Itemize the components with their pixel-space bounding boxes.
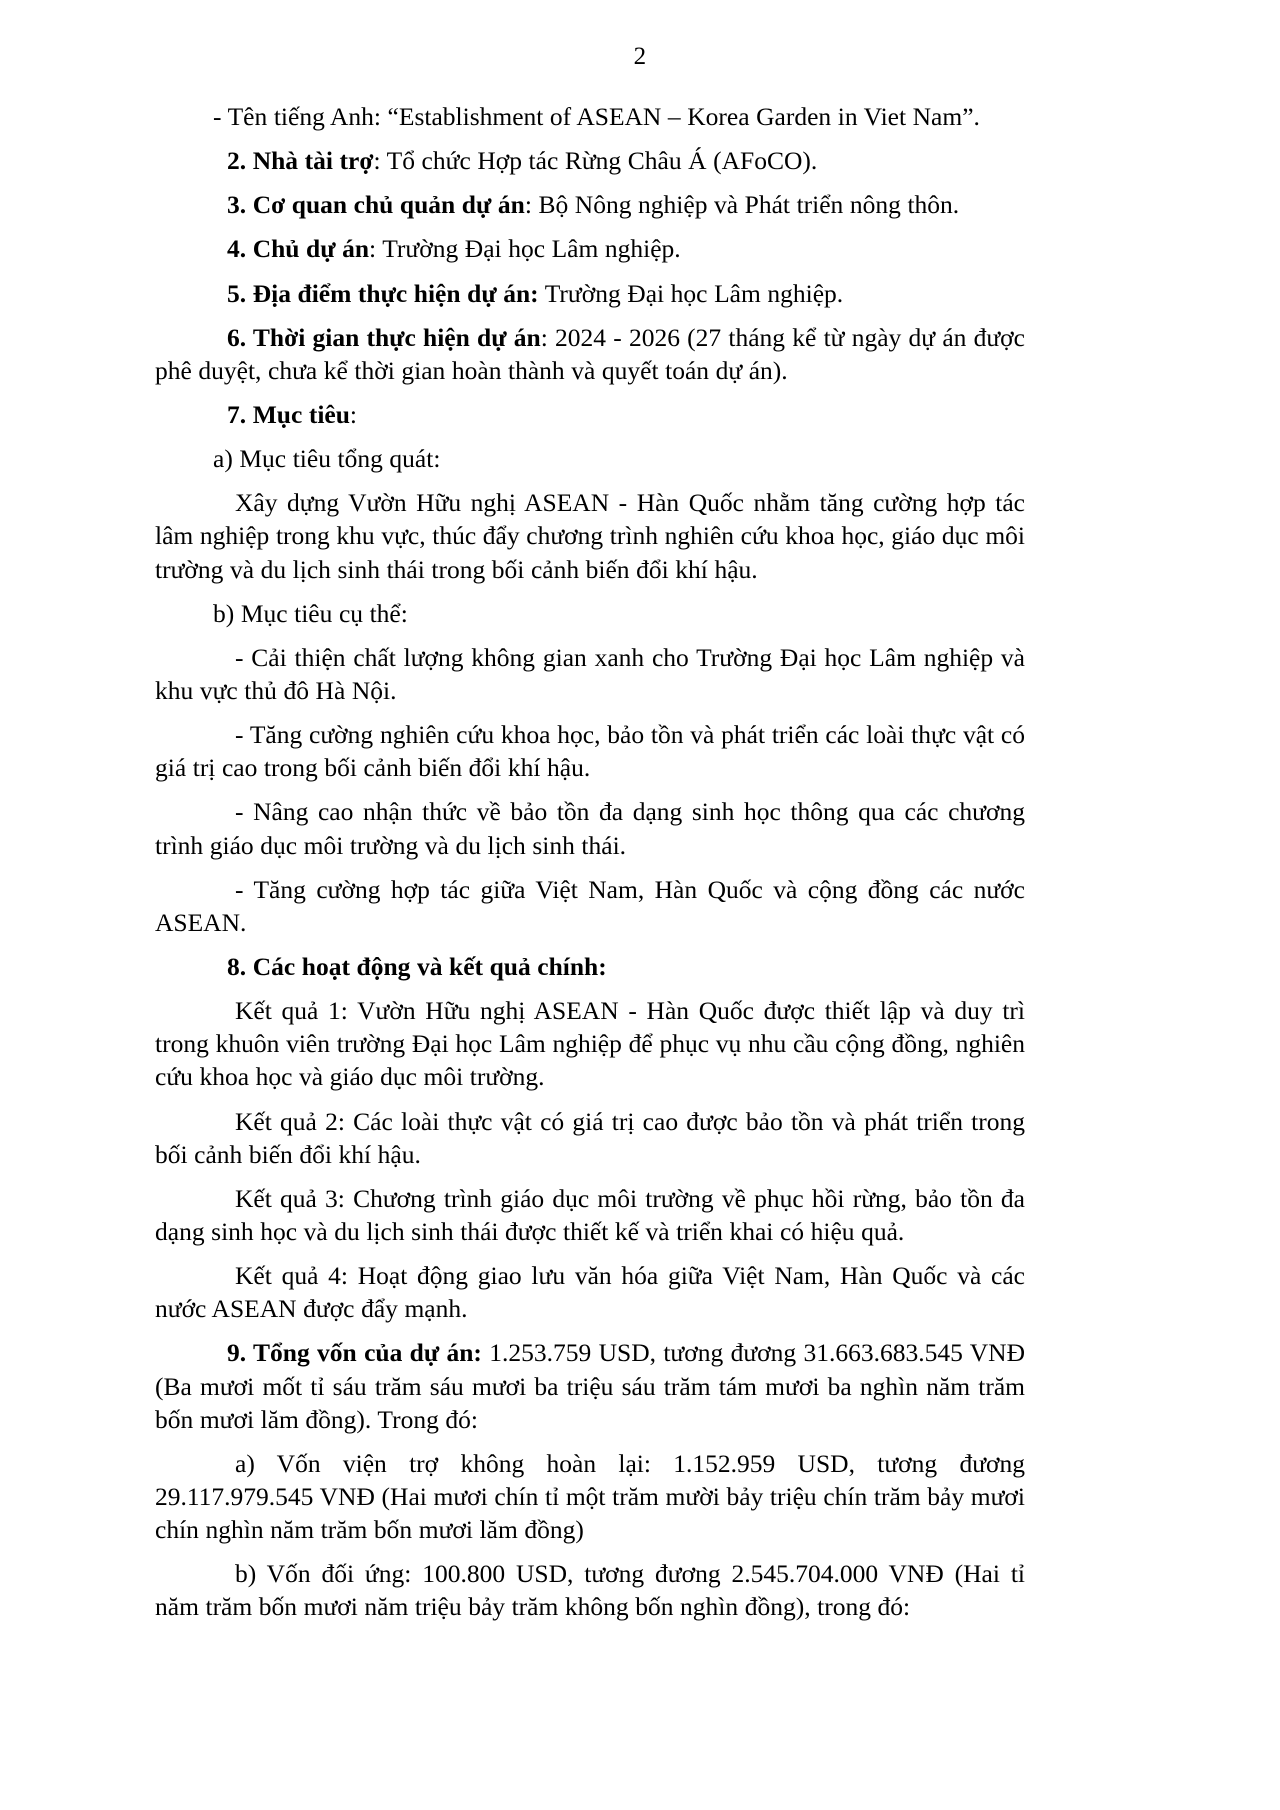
text-run: - Tăng cường nghiên cứu khoa học, bảo tồn và phát triển các loài thực vật có giá trị cao trong bối cảnh biến đổi khí hậu. [155,720,1025,783]
p-9a-grant [155,1447,1025,1557]
page-number: 2 [633,43,647,70]
text-run: Kết quả 1: Vườn Hữu nghị ASEAN - Hàn Quốc được thiết lập và duy trì trong khuôn viên trường Đại học Lâm nghiệp để phục vụ nhu cầu cộng đồng, nghiên cứu khoa học và giáo dục môi trường. [155,996,1025,1092]
p-english-name [155,100,1025,144]
bold-run: 2. Nhà tài trợ [227,146,374,176]
text-run: : 2024 - 2026 (27 tháng kể từ ngày dự án được phê duyệt, chưa kể thời gian hoàn thành và quyết toán dự án). [155,322,1025,385]
p-7b-bullet-4 [155,873,1025,950]
p-result-3 [155,1182,1025,1259]
bold-run: 3. Cơ quan chủ quản dự án [227,190,525,220]
bold-run: 4. Chủ dự án [227,234,370,264]
p-result-2 [155,1105,1025,1182]
text-run: Kết quả 4: Hoạt động giao lưu văn hóa giữa Việt Nam, Hàn Quốc và các nước ASEAN được đẩy mạnh. [155,1261,1025,1324]
document-body [155,100,1025,1634]
bold-run: 6. Thời gian thực hiện dự án [227,322,541,352]
p-result-1 [155,994,1025,1104]
text-run: - Tên tiếng Anh: “Establishment of ASEAN – Korea Garden in Viet Nam”. [213,102,980,131]
text-run: Xây dựng Vườn Hữu nghị ASEAN - Hàn Quốc nhằm tăng cường hợp tác lâm nghiệp trong khu vực, thúc đẩy chương trình nghiên cứu khoa học, giáo dục môi trường và du lịch sinh thái trong bối cảnh biến đổi khí hậu. [155,488,1025,584]
p-item-4-project-owner [155,232,1025,276]
p-7b-specific [155,597,1025,641]
text-run: a) Vốn viện trợ không hoàn lại: 1.152.959 USD, tương đương 29.117.979.545 VNĐ (Hai mươi chín tỉ một trăm mười bảy triệu chín trăm bảy mươi chín nghìn năm trăm bốn mươi lăm đồng) [155,1448,1025,1545]
p-9b-counterpart [155,1557,1025,1634]
bold-run: 8. Các hoạt động và kết quả chính: [227,951,607,981]
p-item-3-managing-agency [155,188,1025,232]
text-run: - Nâng cao nhận thức về bảo tồn đa dạng sinh học thông qua các chương trình giáo dục môi trường và du lịch sinh thái. [155,797,1025,860]
bold-run: 5. Địa điểm thực hiện dự án: [227,278,539,308]
p-item-8-activities [155,950,1025,994]
p-7a-general [155,442,1025,486]
text-run: - Tăng cường hợp tác giữa Việt Nam, Hàn Quốc và cộng đồng các nước ASEAN. [155,874,1025,937]
p-item-5-location [155,277,1025,321]
text-run: Kết quả 2: Các loài thực vật có giá trị cao được bảo tồn và phát triển trong bối cảnh biến đổi khí hậu. [155,1106,1025,1169]
bold-run: 7. Mục tiêu [227,399,350,429]
text-run: a) Mục tiêu tổng quát: [213,444,441,474]
bold-run: 9. Tổng vốn của dự án: [227,1338,482,1368]
p-item-6-duration [155,321,1025,398]
p-7b-bullet-1 [155,641,1025,718]
p-7b-bullet-3 [155,795,1025,872]
text-run: : [349,399,358,429]
p-item-9-total-capital [155,1336,1025,1446]
text-run: b) Mục tiêu cụ thể: [213,598,408,628]
text-run: - Cải thiện chất lượng không gian xanh cho Trường Đại học Lâm nghiệp và khu vực thủ đô Hà Nội. [155,642,1025,705]
text-run: Kết quả 3: Chương trình giáo dục môi trường về phục hồi rừng, bảo tồn đa dạng sinh học và du lịch sinh thái được thiết kế và triển khai có hiệu quả. [155,1183,1025,1246]
text-run: : Bộ Nông nghiệp và Phát triển nông thôn. [524,190,960,220]
p-item-7-objectives [155,398,1025,442]
text-run: : Trường Đại học Lâm nghiệp. [369,234,681,264]
text-run: Trường Đại học Lâm nghiệp. [538,278,844,308]
p-7a-body [155,486,1025,596]
p-item-2-donor [155,144,1025,188]
p-7b-bullet-2 [155,718,1025,795]
text-run: b) Vốn đối ứng: 100.800 USD, tương đương 2.545.704.000 VNĐ (Hai tỉ năm trăm bốn mươi năm triệu bảy trăm không bốn nghìn đồng), trong đó: [155,1559,1025,1622]
p-result-4 [155,1259,1025,1336]
text-run: 1.253.759 USD, tương đương 31.663.683.545 VNĐ (Ba mươi mốt tỉ sáu trăm sáu mươi ba triệu sáu trăm tám mươi ba nghìn năm trăm bốn mươi lăm đồng). Trong đó: [155,1338,1025,1434]
text-run: : Tổ chức Hợp tác Rừng Châu Á (AFoCO). [373,146,818,176]
